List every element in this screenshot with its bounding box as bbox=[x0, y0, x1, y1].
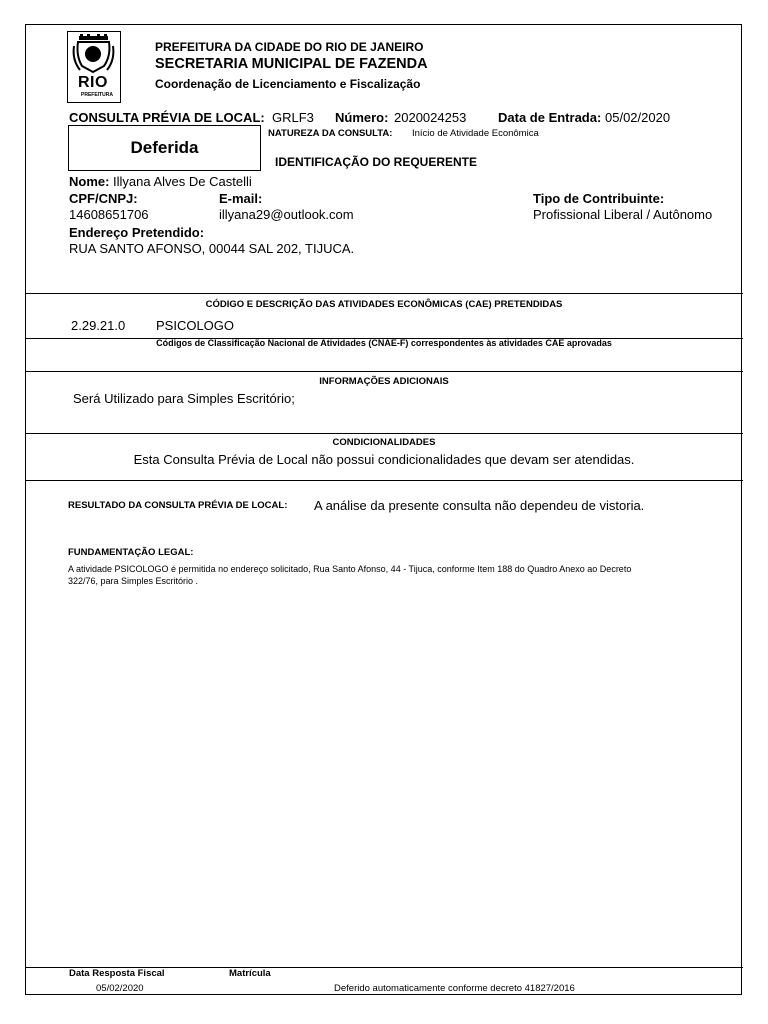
tipo-contribuinte-value: Profissional Liberal / Autônomo bbox=[533, 207, 713, 222]
cpf-value: 14608651706 bbox=[69, 207, 149, 222]
data-entrada-label: Data de Entrada: bbox=[498, 110, 602, 125]
nome-label: Nome: bbox=[69, 174, 110, 189]
fundamentacao-line-2: 322/76, para Simples Escritório . bbox=[68, 576, 199, 586]
fundamentacao-line-1: A atividade PSICOLOGO é permitida no endereço solicitado, Rua Santo Afonso, 44 - Tijuca, conforme Item 188 do Quadro Anexo ao Decreto bbox=[68, 564, 632, 574]
divider bbox=[25, 480, 743, 481]
consulta-code: GRLF3 bbox=[272, 110, 314, 125]
org-line-2: SECRETARIA MUNICIPAL DE FAZENDA bbox=[155, 56, 428, 72]
org-line-1: PREFEITURA DA CIDADE DO RIO DE JANEIRO bbox=[155, 40, 424, 54]
condicionalidades-text: Esta Consulta Prévia de Local não possui condicionalidades que devam ser atendidas. bbox=[133, 452, 635, 467]
resultado-text: A análise da presente consulta não dependeu de vistoria. bbox=[314, 498, 645, 513]
nome-value: Illyana Alves De Castelli bbox=[113, 174, 252, 189]
email-label: E-mail: bbox=[219, 191, 263, 206]
data-entrada-value: 05/02/2020 bbox=[605, 110, 671, 125]
requerente-section-title: IDENTIFICAÇÃO DO REQUERENTE bbox=[275, 155, 478, 169]
numero-label: Número: bbox=[335, 110, 389, 125]
email-value: illyana29@outlook.com bbox=[219, 207, 354, 222]
numero-value: 2020024253 bbox=[394, 110, 467, 125]
fundamentacao-label: FUNDAMENTAÇÃO LEGAL: bbox=[68, 547, 194, 558]
divider bbox=[25, 293, 743, 294]
cae-description: PSICOLOGO bbox=[156, 318, 235, 333]
tipo-contribuinte-label: Tipo de Contribuinte: bbox=[533, 191, 665, 206]
cpf-label: CPF/CNPJ: bbox=[69, 191, 138, 206]
matricula-label: Matrícula bbox=[229, 968, 271, 979]
footer-note: Deferido automaticamente conforme decreto 41827/2016 bbox=[334, 983, 575, 994]
cae-title: CÓDIGO E DESCRIÇÃO DAS ATIVIDADES ECONÔMICAS (CAE) PRETENDIDAS bbox=[205, 299, 563, 310]
data-resposta-value: 05/02/2020 bbox=[96, 983, 144, 994]
data-resposta-label: Data Resposta Fiscal bbox=[69, 968, 165, 979]
logo-text: RIO bbox=[78, 74, 108, 91]
endereco-label: Endereço Pretendido: bbox=[69, 225, 205, 240]
natureza-value: Início de Atividade Econômica bbox=[412, 128, 539, 139]
cnae-title: Códigos de Classificação Nacional de Atividades (CNAE-F) correspondentes às atividades CAE aprovadas bbox=[156, 338, 612, 348]
resultado-label: RESULTADO DA CONSULTA PRÉVIA DE LOCAL: bbox=[68, 500, 288, 511]
org-line-3: Coordenação de Licenciamento e Fiscalização bbox=[155, 77, 421, 91]
info-title: INFORMAÇÕES ADICIONAIS bbox=[319, 376, 449, 387]
status-badge: Deferida bbox=[68, 125, 261, 171]
divider bbox=[25, 371, 743, 372]
cae-code: 2.29.21.0 bbox=[71, 318, 126, 333]
logo-subtext: PREFEITURA bbox=[81, 92, 113, 98]
endereco-value: RUA SANTO AFONSO, 00044 SAL 202, TIJUCA. bbox=[69, 241, 355, 256]
rio-prefeitura-logo bbox=[67, 31, 121, 103]
divider bbox=[25, 433, 743, 434]
natureza-label: NATUREZA DA CONSULTA: bbox=[268, 128, 393, 139]
consulta-label: CONSULTA PRÉVIA DE LOCAL: bbox=[69, 110, 265, 125]
condicionalidades-title: CONDICIONALIDADES bbox=[332, 437, 436, 448]
info-text: Será Utilizado para Simples Escritório; bbox=[73, 391, 295, 406]
